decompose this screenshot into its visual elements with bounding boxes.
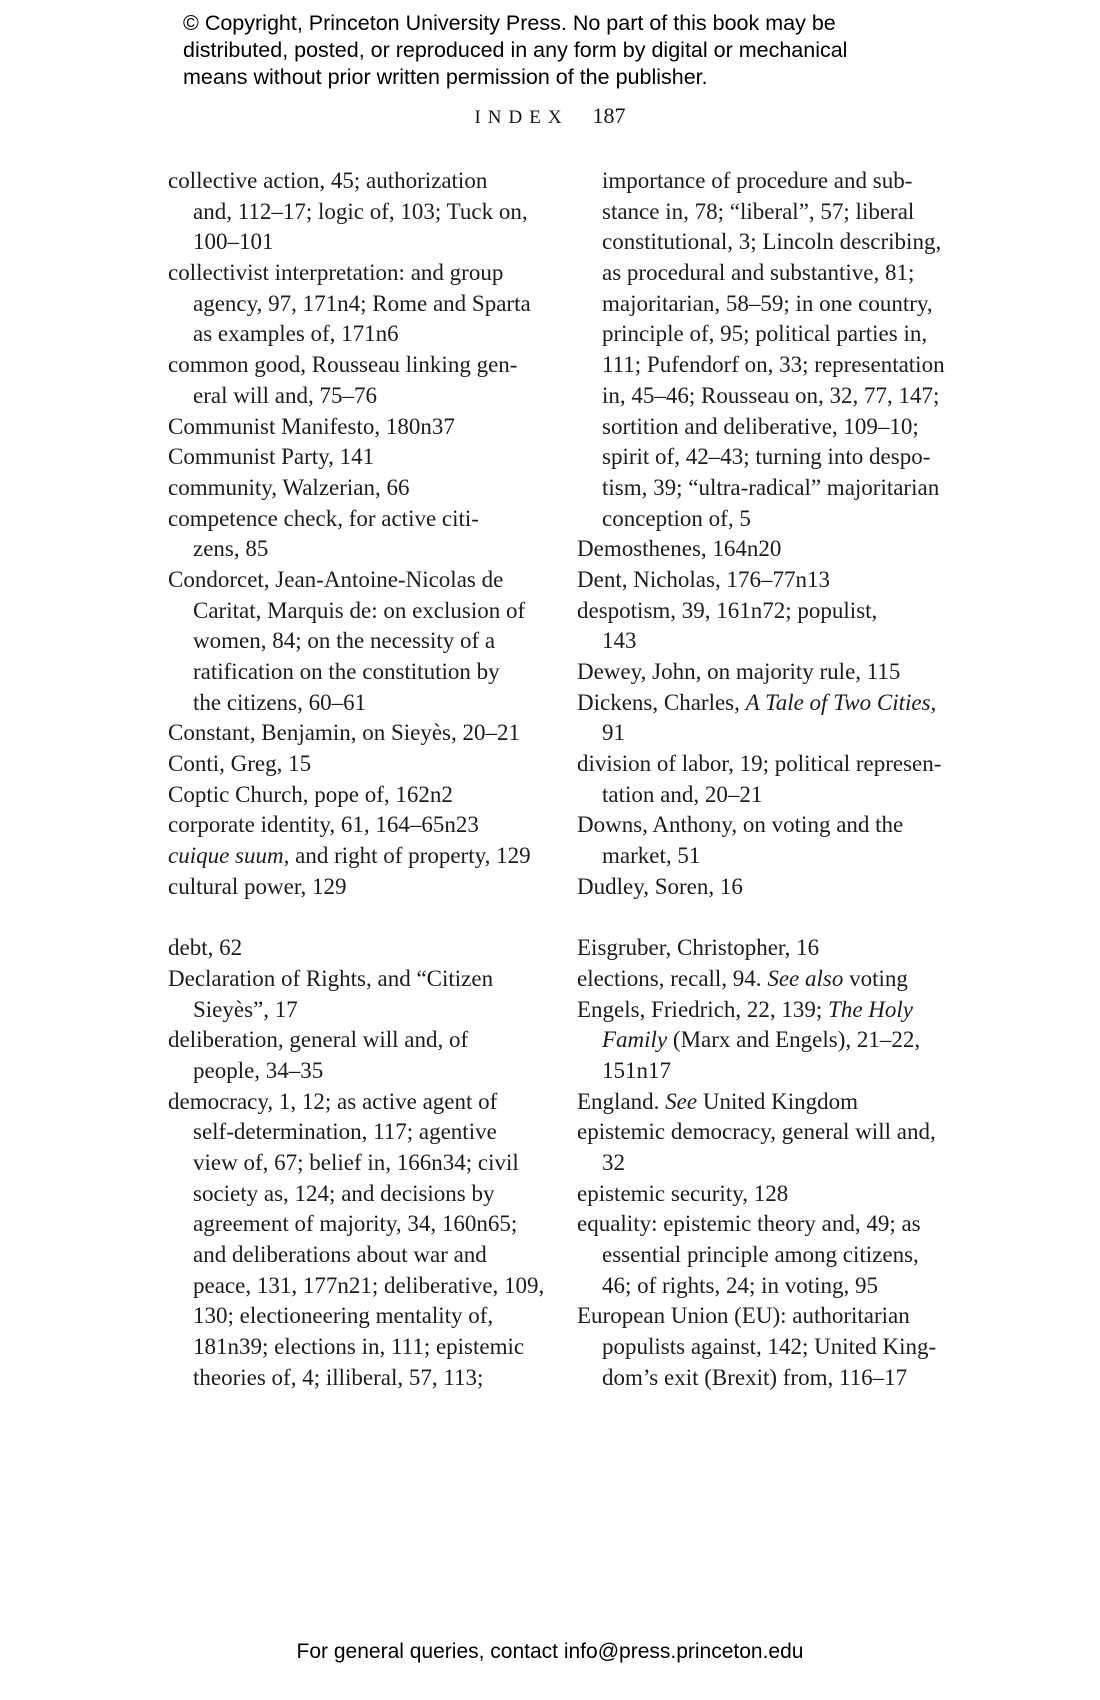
index-entry xyxy=(577,964,997,995)
index-line: elections, recall, 94. See also voting xyxy=(577,965,908,991)
index-entry xyxy=(577,688,997,749)
index-entry xyxy=(577,1301,997,1393)
index-entry xyxy=(168,933,568,964)
index-line: community, Walzerian, 66 xyxy=(168,474,410,500)
index-line: Family (Marx and Engels), 21–22, xyxy=(602,1027,921,1053)
index-line: spirit of, 42–43; turning into despo- xyxy=(602,444,931,470)
index-entry xyxy=(168,166,568,258)
index-line: corporate identity, 61, 164–65n23 xyxy=(168,812,479,838)
running-head-title: INDEX xyxy=(474,107,569,128)
index-line: in, 45–46; Rousseau on, 32, 77, 147; xyxy=(602,382,940,408)
index-line: epistemic security, 128 xyxy=(577,1180,789,1206)
index-line: Dent, Nicholas, 176–77n13 xyxy=(577,566,830,592)
index-line: cultural power, 129 xyxy=(168,873,347,899)
index-line: agreement of majority, 34, 160n65; xyxy=(193,1211,518,1237)
index-entry xyxy=(577,1087,997,1118)
index-line: dom’s exit (Brexit) from, 116–17 xyxy=(602,1364,908,1390)
index-line: Dickens, Charles, A Tale of Two Cities, xyxy=(577,689,937,715)
index-line: market, 51 xyxy=(602,843,701,869)
index-column-left xyxy=(168,166,568,1394)
index-line: people, 34–35 xyxy=(193,1057,324,1083)
copyright-notice-line: means without prior written permission of the publisher. xyxy=(183,65,708,89)
index-entry xyxy=(577,810,997,871)
index-line: zens, 85 xyxy=(193,536,269,562)
index-entry xyxy=(168,1087,568,1394)
index-entry xyxy=(168,749,568,780)
index-line: conception of, 5 xyxy=(602,505,751,531)
index-line: Coptic Church, pope of, 162n2 xyxy=(168,781,453,807)
running-head xyxy=(0,103,1100,129)
index-entry xyxy=(577,565,997,596)
index-entry xyxy=(168,504,568,565)
index-entry xyxy=(168,442,568,473)
index-line: Engels, Friedrich, 22, 139; The Holy xyxy=(577,996,914,1022)
index-entry xyxy=(168,1025,568,1086)
copyright-notice-line: © Copyright, Princeton University Press. No part of this book may be xyxy=(183,11,836,35)
index-line: the citizens, 60–61 xyxy=(193,689,367,715)
copyright-notice xyxy=(183,10,847,91)
index-line: England. See United Kingdom xyxy=(577,1088,859,1114)
index-line: Caritat, Marquis de: on exclusion of xyxy=(193,597,526,623)
index-line: majoritarian, 58–59; in one country, xyxy=(602,290,933,316)
index-line: society as, 124; and decisions by xyxy=(193,1180,495,1206)
index-entry xyxy=(168,718,568,749)
index-line: theories of, 4; illiberal, 57, 113; xyxy=(193,1364,484,1390)
index-line: 181n39; elections in, 111; epistemic xyxy=(193,1334,525,1360)
index-entry xyxy=(577,1117,997,1178)
index-entry xyxy=(577,749,997,810)
index-line: Demosthenes, 164n20 xyxy=(577,536,782,562)
index-line: Sieyès”, 17 xyxy=(193,996,298,1022)
index-entry xyxy=(168,872,568,903)
index-line: ratification on the constitution by xyxy=(193,659,500,684)
index-column-right xyxy=(577,166,997,1394)
index-line: as procedural and substantive, 81; xyxy=(602,260,915,286)
index-line: and, 112–17; logic of, 103; Tuck on, xyxy=(193,198,528,224)
index-entry xyxy=(168,412,568,443)
index-line: Dudley, Soren, 16 xyxy=(577,873,743,899)
index-line: women, 84; on the necessity of a xyxy=(193,628,496,654)
index-line: democracy, 1, 12; as active agent of xyxy=(168,1088,498,1114)
index-line: 111; Pufendorf on, 33; representation xyxy=(602,352,945,378)
index-line: importance of procedure and sub- xyxy=(602,168,913,193)
index-line: Communist Party, 141 xyxy=(168,444,375,470)
index-line: tism, 39; “ultra-radical” majoritarian xyxy=(602,474,940,500)
index-line: eral will and, 75–76 xyxy=(193,382,377,408)
index-line: competence check, for active citi- xyxy=(168,505,479,531)
index-line: populists against, 142; United King- xyxy=(602,1334,937,1360)
index-group-gap xyxy=(168,903,568,934)
index-entry xyxy=(168,350,568,411)
index-line: division of labor, 19; political represen- xyxy=(577,751,942,777)
index-entry xyxy=(577,1179,997,1210)
index-entry xyxy=(168,810,568,841)
index-line: 151n17 xyxy=(602,1057,671,1083)
index-entry xyxy=(577,933,997,964)
index-entry xyxy=(168,473,568,504)
index-line: common good, Rousseau linking gen- xyxy=(168,352,518,378)
index-line: collective action, 45; authorization xyxy=(168,168,488,193)
index-line: Eisgruber, Christopher, 16 xyxy=(577,935,820,961)
index-line: stance in, 78; “liberal”, 57; liberal xyxy=(602,198,915,224)
index-line: despotism, 39, 161n72; populist, xyxy=(577,597,878,623)
index-entry xyxy=(577,657,997,688)
index-entry xyxy=(577,596,997,657)
index-entry xyxy=(168,841,568,872)
index-line: collectivist interpretation: and group xyxy=(168,260,504,286)
index-line: 143 xyxy=(602,628,637,654)
index-line: essential principle among citizens, xyxy=(602,1242,919,1268)
index-line: 46; of rights, 24; in voting, 95 xyxy=(602,1272,878,1298)
footer-contact xyxy=(0,1640,1100,1664)
index-line: deliberation, general will and, of xyxy=(168,1027,469,1053)
index-line: Communist Manifesto, 180n37 xyxy=(168,413,455,439)
index-line: peace, 131, 177n21; deliberative, 109, xyxy=(193,1272,545,1298)
index-entry xyxy=(577,872,997,903)
index-entry xyxy=(577,1209,997,1301)
index-line: epistemic democracy, general will and, xyxy=(577,1119,936,1145)
page-number: 187 xyxy=(592,103,626,128)
index-line: Conti, Greg, 15 xyxy=(168,751,312,777)
index-line: 100–101 xyxy=(193,229,274,255)
index-line: debt, 62 xyxy=(168,935,243,961)
index-line: Downs, Anthony, on voting and the xyxy=(577,812,904,838)
index-entry xyxy=(577,166,997,534)
footer-contact-text: For general queries, contact info@press.princeton.edu xyxy=(296,1640,804,1663)
index-line: 32 xyxy=(602,1150,625,1175)
copyright-notice-line: distributed, posted, or reproduced in any form by digital or mechanical xyxy=(183,38,848,62)
index-line: equality: epistemic theory and, 49; as xyxy=(577,1211,921,1237)
index-line: Dewey, John, on majority rule, 115 xyxy=(577,659,901,684)
index-entry xyxy=(168,964,568,1025)
index-line: European Union (EU): authoritarian xyxy=(577,1303,910,1329)
index-entry xyxy=(168,780,568,811)
index-group-gap xyxy=(577,903,997,934)
index-line: tation and, 20–21 xyxy=(602,781,763,807)
index-line: Constant, Benjamin, on Sieyès, 20–21 xyxy=(168,720,521,746)
index-line: cuique suum, and right of property, 129 xyxy=(168,843,531,869)
index-line: sortition and deliberative, 109–10; xyxy=(602,413,919,439)
index-line: agency, 97, 171n4; Rome and Sparta xyxy=(193,290,531,316)
index-entry xyxy=(577,995,997,1087)
index-line: self-determination, 117; agentive xyxy=(193,1119,497,1145)
index-entry xyxy=(577,534,997,565)
index-entry xyxy=(168,565,568,718)
index-line: Declaration of Rights, and “Citizen xyxy=(168,965,494,991)
index-line: Condorcet, Jean-Antoine-Nicolas de xyxy=(168,566,504,592)
index-line: as examples of, 171n6 xyxy=(193,321,399,347)
index-line: 91 xyxy=(602,720,625,746)
index-line: view of, 67; belief in, 166n34; civil xyxy=(193,1150,519,1175)
index-line: constitutional, 3; Lincoln describing, xyxy=(602,229,942,255)
index-entry xyxy=(168,258,568,350)
index-line: and deliberations about war and xyxy=(193,1242,487,1268)
index-line: 130; electioneering mentality of, xyxy=(193,1303,494,1329)
index-line: principle of, 95; political parties in, xyxy=(602,321,928,347)
